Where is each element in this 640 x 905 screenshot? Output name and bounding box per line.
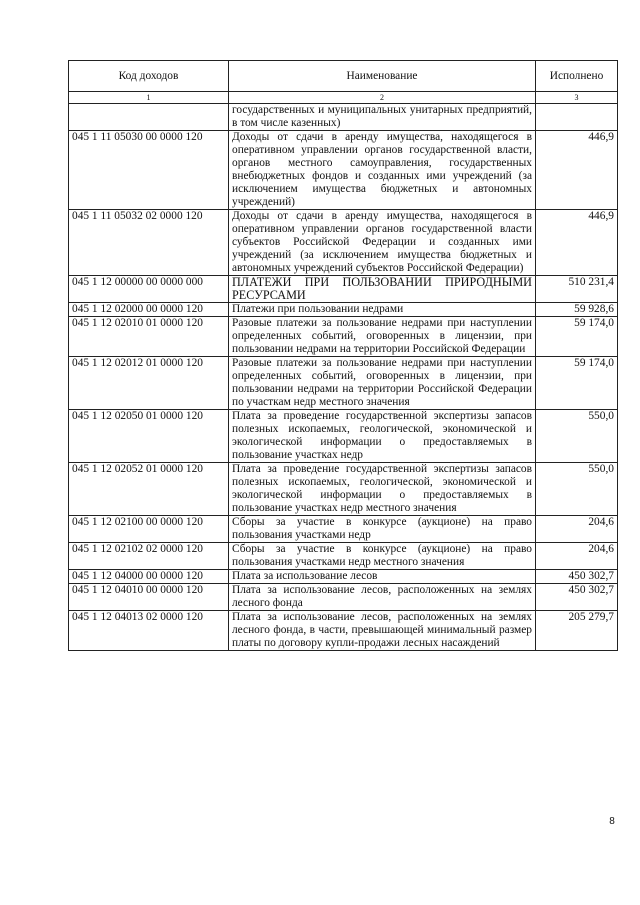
row-code: [69, 104, 229, 131]
row-name: Плата за использование лесов, расположенных на землях лесного фонда, в части, превышающей минимальный размер платы по договору купли-продажи лесных насаждений: [229, 611, 536, 651]
row-value: 446,9: [536, 131, 618, 210]
table-row: [69, 131, 618, 210]
header-executed: Исполнено: [536, 61, 618, 92]
column-number-code: 1: [69, 92, 229, 104]
table-row: [69, 210, 618, 276]
row-value: 59 174,0: [536, 317, 618, 357]
header-name: Наименование: [229, 61, 536, 92]
row-name: Доходы от сдачи в аренду имущества, находящегося в оперативном управлении органов государственной власти субъектов Российской Федерации и созданных ими учреждений (за исключением имущества бюджетных и автономных учреждений субъектов Российской Федерации): [229, 210, 536, 276]
row-value: 205 279,7: [536, 611, 618, 651]
table-row: [69, 463, 618, 516]
table-row: [69, 276, 618, 303]
row-value: 446,9: [536, 210, 618, 276]
table-row: [69, 410, 618, 463]
row-value: [536, 104, 618, 131]
row-name: Платежи при пользовании недрами: [229, 303, 536, 317]
column-number-executed: 3: [536, 92, 618, 104]
row-code: 045 1 12 02010 01 0000 120: [69, 317, 229, 357]
row-code: 045 1 12 02052 01 0000 120: [69, 463, 229, 516]
row-code: 045 1 12 02102 02 0000 120: [69, 543, 229, 570]
table-row: [69, 317, 618, 357]
table-row: [69, 104, 618, 131]
revenue-table: [68, 60, 618, 651]
table-row: [69, 570, 618, 584]
row-code: 045 1 12 02012 01 0000 120: [69, 357, 229, 410]
row-name: Плата за проведение государственной экспертизы запасов полезных ископаемых, геологической, экономической и экологической информации о предоставляемых в пользование участках недр: [229, 410, 536, 463]
table-row: [69, 611, 618, 651]
row-value: 204,6: [536, 516, 618, 543]
header-row: [69, 61, 618, 92]
row-value: 204,6: [536, 543, 618, 570]
table-row: [69, 516, 618, 543]
table-row: [69, 357, 618, 410]
row-name: Доходы от сдачи в аренду имущества, находящегося в оперативном управлении органов государственной власти, органов местного самоуправления, государственных внебюджетных фондов и созданных ими учреждений (за исключением имущества бюджетных и автономных учреждений): [229, 131, 536, 210]
row-name: Сборы за участие в конкурсе (аукционе) на право пользования участками недр местного значения: [229, 543, 536, 570]
row-code: 045 1 12 02050 01 0000 120: [69, 410, 229, 463]
row-value: 550,0: [536, 410, 618, 463]
row-name: Плата за проведение государственной экспертизы запасов полезных ископаемых, геологической, экономической и экологической информации о предоставляемых в пользование участках недр местного значения: [229, 463, 536, 516]
table-row: [69, 543, 618, 570]
row-name: Разовые платежи за пользование недрами при наступлении определенных событий, оговоренных в лицензии, при пользовании недрами на территории Российской Федерации по участкам недр местного значения: [229, 357, 536, 410]
page-number: 8: [609, 816, 615, 827]
row-value: 450 302,7: [536, 584, 618, 611]
row-value: 59 174,0: [536, 357, 618, 410]
header-code: Код доходов: [69, 61, 229, 92]
row-code: 045 1 11 05032 02 0000 120: [69, 210, 229, 276]
row-name: государственных и муниципальных унитарных предприятий, в том числе казенных): [229, 104, 536, 131]
row-code: 045 1 12 00000 00 0000 000: [69, 276, 229, 303]
row-value: 450 302,7: [536, 570, 618, 584]
row-name: ПЛАТЕЖИ ПРИ ПОЛЬЗОВАНИИ ПРИРОДНЫМИ РЕСУРСАМИ: [229, 276, 536, 303]
row-code: 045 1 12 02000 00 0000 120: [69, 303, 229, 317]
row-code: 045 1 12 02100 00 0000 120: [69, 516, 229, 543]
row-code: 045 1 12 04013 02 0000 120: [69, 611, 229, 651]
row-value: 550,0: [536, 463, 618, 516]
row-name: Сборы за участие в конкурсе (аукционе) на право пользования участками недр: [229, 516, 536, 543]
row-code: 045 1 12 04000 00 0000 120: [69, 570, 229, 584]
table-row: [69, 584, 618, 611]
column-number-row: [69, 92, 618, 104]
row-code: 045 1 12 04010 00 0000 120: [69, 584, 229, 611]
row-code: 045 1 11 05030 00 0000 120: [69, 131, 229, 210]
row-name: Плата за использование лесов: [229, 570, 536, 584]
table-row: [69, 303, 618, 317]
row-value: 59 928,6: [536, 303, 618, 317]
column-number-name: 2: [229, 92, 536, 104]
row-name: Разовые платежи за пользование недрами при наступлении определенных событий, оговоренных в лицензии, при пользовании недрами на территории Российской Федерации: [229, 317, 536, 357]
row-name: Плата за использование лесов, расположенных на землях лесного фонда: [229, 584, 536, 611]
row-value: 510 231,4: [536, 276, 618, 303]
